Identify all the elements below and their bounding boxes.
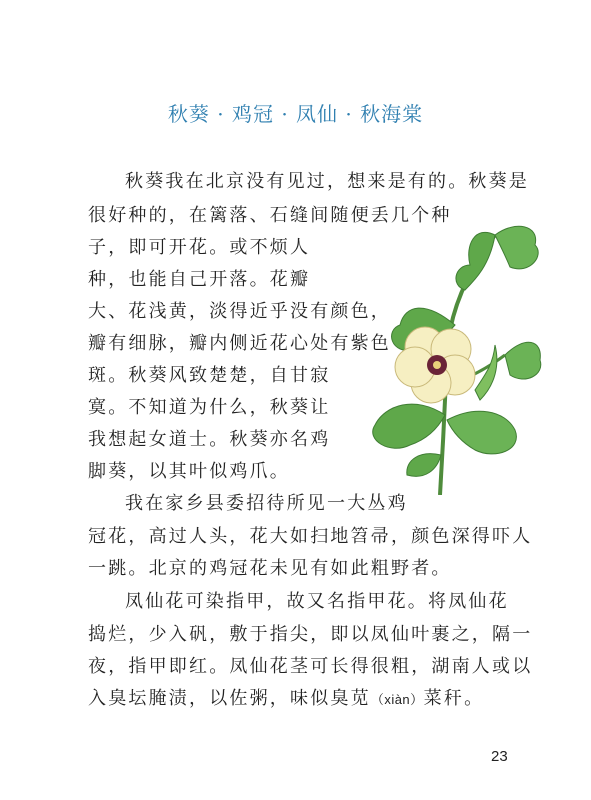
- okra-plant-illustration: [345, 205, 545, 495]
- pinyin-annotation: （xiàn）: [370, 692, 424, 707]
- page-number: 23: [491, 748, 508, 765]
- text-line: 我想起女道士。秋葵亦名鸡: [88, 429, 331, 450]
- text-line: 种，也能自己开落。花瓣: [88, 269, 311, 290]
- text-line: 很好种的，在篱落、石缝间随便丢几个种: [88, 205, 452, 226]
- text-line: 瓣有细脉，瓣内侧近花心处有紫色: [88, 333, 391, 354]
- text-line: 凤仙花可染指甲，故又名指甲花。将凤仙花: [125, 591, 509, 612]
- text-line: 脚葵，以其叶似鸡爪。: [88, 461, 290, 482]
- text-segment: 菜秆。: [423, 688, 485, 709]
- text-line: 我在家乡县委招待所见一大丛鸡: [125, 493, 408, 514]
- page-title: 秋葵 · 鸡冠 · 凤仙 · 秋海棠: [167, 102, 424, 126]
- text-line: 夜，指甲即红。凤仙花茎可长得很粗，湖南人或以: [88, 656, 533, 677]
- text-line-last: [88, 689, 484, 710]
- text-line: 子，即可开花。或不烦人: [88, 237, 311, 258]
- text-line: 寞。不知道为什么，秋葵让: [88, 397, 331, 418]
- text-line: 大、花浅黄，淡得近乎没有颜色，: [88, 301, 391, 322]
- text-line: 冠花，高过人头，花大如扫地笤帚，颜色深得吓人: [88, 526, 533, 547]
- text-line: 秋葵我在北京没有见过，想来是有的。秋葵是: [125, 171, 529, 192]
- text-line: 斑。秋葵风致楚楚，自甘寂: [88, 365, 331, 386]
- text-line: 一跳。北京的鸡冠花未见有如此粗野者。: [88, 558, 452, 579]
- text-line: 捣烂，少入矾，敷于指尖，即以凤仙叶裹之，隔一: [88, 624, 533, 645]
- text-segment: 入臭坛腌渍，以佐粥，味似臭苋: [88, 688, 371, 709]
